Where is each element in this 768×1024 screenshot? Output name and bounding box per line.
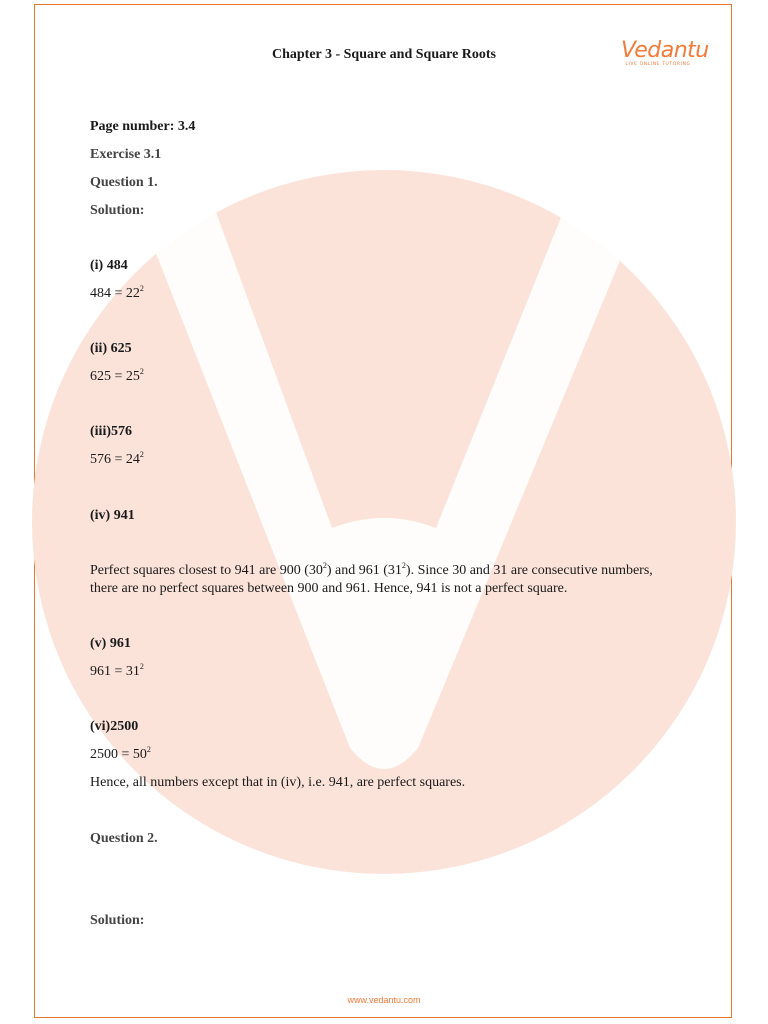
part-i-label: (i) 484 bbox=[90, 258, 128, 273]
part-i-equation: $484 = 22^2$ bbox=[90, 284, 144, 301]
part-iv-label: (iv) 941 bbox=[90, 508, 135, 523]
solution-1-heading: Solution: bbox=[90, 203, 145, 218]
question-1-heading: Question 1. bbox=[90, 175, 158, 190]
question-2-heading: Question 2. bbox=[90, 831, 158, 846]
page-title: Chapter 3 - Square and Square Roots bbox=[271, 47, 497, 62]
footer-url[interactable]: www.vedantu.com bbox=[347, 995, 421, 1005]
part-v-label: (v) 961 bbox=[90, 636, 131, 651]
vedantu-logo bbox=[621, 38, 709, 67]
logo-wordmark: Vedantu bbox=[621, 38, 709, 63]
part-ii-label: (ii) 625 bbox=[90, 341, 132, 356]
part-vi-label: (vi)2500 bbox=[90, 719, 139, 734]
solution-2-heading: Solution: bbox=[90, 913, 145, 928]
part-iii-equation: $576 = 24^2$ bbox=[90, 450, 144, 467]
exercise-heading: Exercise 3.1 bbox=[90, 147, 162, 162]
part-v-equation: $961 = 31^2$ bbox=[90, 662, 144, 679]
part-iii-label: (iii)576 bbox=[90, 424, 132, 439]
page-number: Page number: 3.4 bbox=[90, 119, 196, 134]
part-ii-equation: $625 = 25^2$ bbox=[90, 367, 144, 384]
conclusion-text: Hence, all numbers except that in (iv), i.e. 941, are perfect squares. bbox=[90, 775, 466, 790]
logo-tagline: LIVE ONLINE TUTORING bbox=[625, 62, 691, 67]
part-vi-equation: $2500 = 50^2$ bbox=[90, 745, 151, 762]
part-iv-explanation: Perfect squares closest to 941 are 900 $(30^2)$ and 961 $(31^2)$. Since 30 and 31 are consecutive numbers, there are no perfect squares between 900 and 961. Hence, 941 is not a perfect square. bbox=[90, 561, 653, 596]
